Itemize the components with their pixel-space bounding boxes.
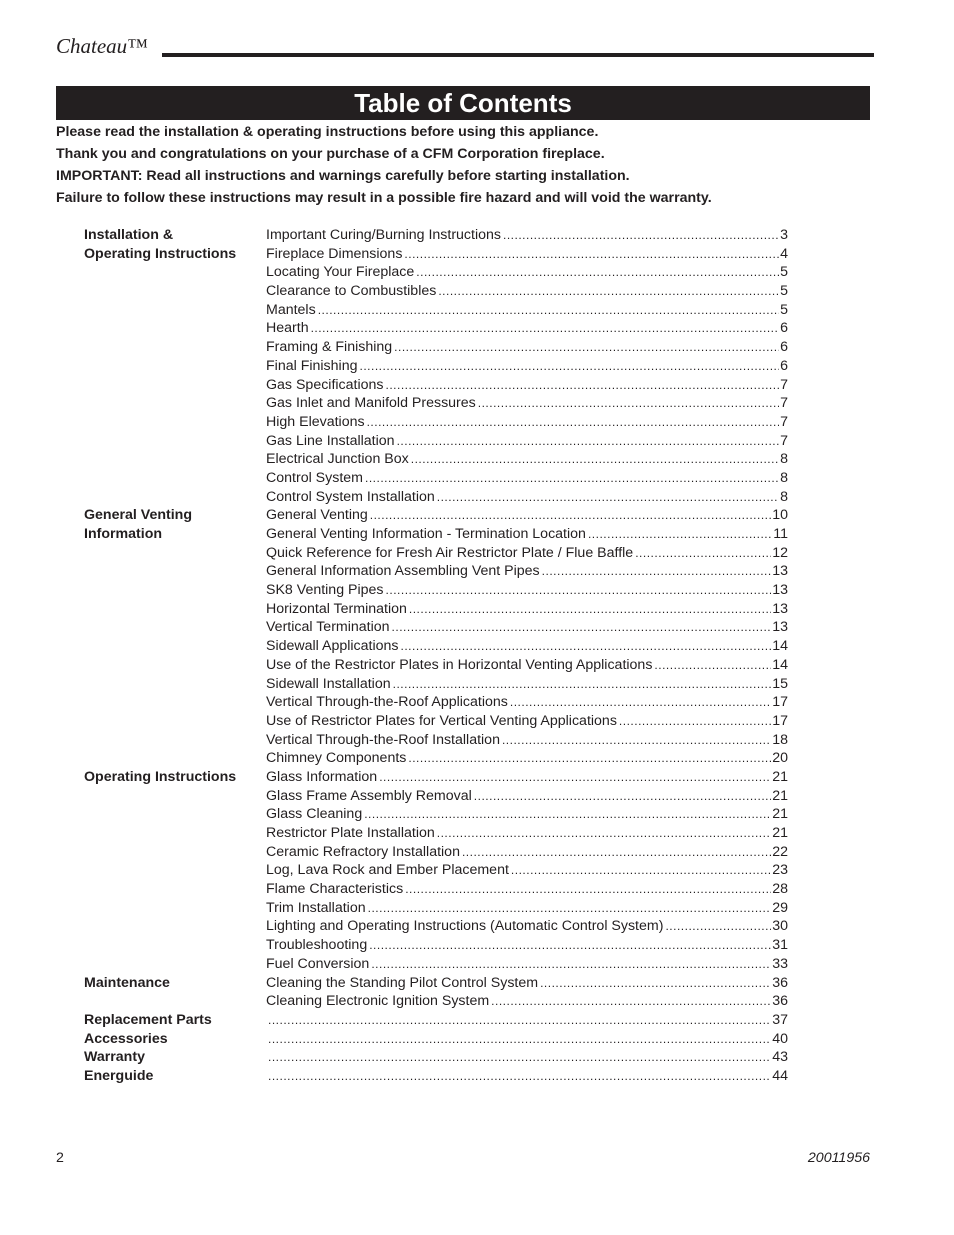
dot-leader <box>404 245 779 264</box>
toc-entry-title: Sidewall Applications <box>266 638 399 655</box>
toc-page-number: 3 <box>780 227 788 243</box>
dot-leader <box>478 394 779 413</box>
toc-page-number: 30 <box>772 918 788 935</box>
dot-leader <box>311 319 780 338</box>
toc-entry-title: Glass Cleaning <box>266 806 363 823</box>
toc-entry-link[interactable] <box>266 618 788 637</box>
toc-entry-link[interactable] <box>266 656 788 675</box>
dot-leader <box>386 581 772 600</box>
toc-entry-title: General Venting Information - Termination Location <box>266 526 586 542</box>
toc-page-number: 4 <box>780 245 788 262</box>
toc-row <box>84 469 788 488</box>
toc-entry-title: Flame Characteristics <box>266 881 404 898</box>
toc-page-number: 6 <box>780 357 788 374</box>
toc-page-number: 13 <box>772 619 788 636</box>
toc-page-number: 40 <box>772 1030 788 1047</box>
toc-row <box>84 1011 788 1030</box>
toc-page-number: 31 <box>772 937 788 954</box>
toc-section-label: Installation & <box>84 227 174 243</box>
toc-entry-title: Vertical Through-the-Roof Installation <box>266 731 500 748</box>
dot-leader <box>635 544 771 563</box>
toc-entry-link[interactable] <box>266 525 788 544</box>
toc-entry-title: Control System Installation <box>266 488 435 505</box>
toc-row <box>84 974 788 993</box>
toc-entry-title: Fireplace Dimensions <box>266 245 403 262</box>
dot-leader <box>268 1048 771 1067</box>
toc-entry-title: Use of the Restrictor Plates in Horizontal Venting Applications <box>266 656 653 673</box>
intro-line: Please read the installation & operating instructions before using this appliance. <box>56 124 599 140</box>
toc-row <box>84 880 788 899</box>
toc-row <box>84 675 788 694</box>
toc-section-label: Maintenance <box>84 974 170 991</box>
toc-entry-title: Gas Inlet and Manifold Pressures <box>266 395 476 412</box>
dot-leader <box>462 843 771 862</box>
toc-entry-title: SK8 Venting Pipes <box>266 582 384 599</box>
toc-page-number: 7 <box>780 432 788 449</box>
toc-entry-link[interactable] <box>266 731 788 750</box>
dot-leader <box>619 712 771 731</box>
toc-row <box>84 301 788 320</box>
dot-leader <box>365 469 779 488</box>
toc-page-number: 29 <box>772 899 788 916</box>
toc-page-number: 36 <box>772 993 788 1010</box>
toc-entry-title: Ceramic Refractory Installation <box>266 843 460 860</box>
dot-leader <box>394 338 779 357</box>
toc-row <box>84 843 788 862</box>
header-rule <box>162 53 874 57</box>
toc-entry-link[interactable] <box>266 488 788 507</box>
toc-row <box>84 394 788 413</box>
intro-line: IMPORTANT: Read all instructions and warnings carefully before starting installation. <box>56 168 630 184</box>
toc-row <box>84 506 788 525</box>
page-number: 2 <box>56 1150 64 1166</box>
dot-leader <box>359 357 779 376</box>
toc-page-number: 13 <box>772 582 788 599</box>
toc-row <box>84 992 788 1011</box>
toc-entry-title: Trim Installation <box>266 899 366 916</box>
table-of-contents <box>84 226 788 1086</box>
dot-leader <box>408 749 771 768</box>
toc-row <box>84 581 788 600</box>
toc-row <box>84 263 788 282</box>
toc-page-number: 22 <box>772 843 788 860</box>
page-header <box>56 34 874 64</box>
toc-entry-title: Gas Line Installation <box>266 432 395 449</box>
toc-entry-link[interactable] <box>266 338 788 357</box>
toc-row <box>84 525 788 544</box>
toc-entry-link[interactable] <box>266 880 788 899</box>
toc-page-number: 10 <box>772 507 788 524</box>
toc-page-number: 21 <box>772 825 788 841</box>
toc-page-number: 6 <box>780 320 788 337</box>
toc-row <box>84 1067 788 1086</box>
toc-entry-link[interactable] <box>266 600 788 619</box>
toc-entry-title: Troubleshooting <box>266 937 368 954</box>
toc-entry-link[interactable] <box>266 768 788 787</box>
toc-page-number: 28 <box>772 881 788 898</box>
dot-leader <box>411 450 779 469</box>
toc-row <box>84 450 788 469</box>
toc-page-number: 33 <box>772 955 788 972</box>
toc-page-number: 15 <box>772 675 788 692</box>
title-bar <box>56 86 870 120</box>
toc-entry-title: Locating Your Fireplace <box>266 264 415 281</box>
dot-leader <box>318 301 779 320</box>
toc-entry-link[interactable] <box>266 843 788 862</box>
toc-entry-title: Gas Specifications <box>266 376 384 393</box>
toc-entry-link[interactable] <box>266 581 788 600</box>
toc-row <box>84 413 788 432</box>
dot-leader <box>364 805 771 824</box>
toc-entry-link[interactable] <box>266 749 788 768</box>
toc-section-label: Warranty <box>84 1049 145 1066</box>
dot-leader <box>379 768 771 787</box>
toc-row <box>84 432 788 451</box>
toc-row <box>84 544 788 563</box>
toc-entry-link[interactable] <box>266 282 788 301</box>
toc-page-number: 37 <box>772 1011 788 1028</box>
toc-entry-title: Clearance to Combustibles <box>266 283 437 300</box>
toc-page-number: 44 <box>772 1067 788 1084</box>
toc-entry-link[interactable] <box>266 357 788 376</box>
toc-entry-title: Use of Restrictor Plates for Vertical Venting Applications <box>266 712 617 729</box>
toc-section-label: Accessories <box>84 1030 168 1047</box>
toc-row <box>84 282 788 301</box>
dot-leader <box>416 263 779 282</box>
toc-row <box>84 245 788 264</box>
dot-leader <box>542 562 772 581</box>
toc-entry-link[interactable] <box>266 544 788 563</box>
dot-leader <box>588 525 772 544</box>
toc-page-number: 14 <box>772 638 788 655</box>
dot-leader <box>370 506 771 525</box>
toc-entry-title: Fuel Conversion <box>266 955 370 972</box>
toc-row <box>84 376 788 395</box>
toc-entry-title: Horizontal Termination <box>266 600 407 617</box>
toc-row <box>84 712 788 731</box>
toc-page-number: 11 <box>773 526 788 542</box>
intro-line: Thank you and congratulations on your purchase of a CFM Corporation fireplace. <box>56 146 605 162</box>
toc-section-label: Energuide <box>84 1067 154 1084</box>
dot-leader <box>369 936 771 955</box>
toc-row <box>84 824 788 843</box>
toc-page-number: 43 <box>772 1049 788 1066</box>
toc-page-number: 12 <box>772 544 788 561</box>
toc-row <box>84 787 788 806</box>
dot-leader <box>503 226 779 245</box>
toc-row <box>84 319 788 338</box>
toc-row <box>84 226 788 245</box>
toc-entry-link[interactable] <box>266 693 788 712</box>
toc-entry-link[interactable] <box>266 450 788 469</box>
toc-entry-link[interactable] <box>266 955 788 974</box>
toc-entry-link[interactable] <box>266 301 788 320</box>
dot-leader <box>540 974 771 993</box>
toc-entry-link[interactable] <box>266 1011 788 1030</box>
toc-page-number: 5 <box>780 264 788 281</box>
toc-page-number: 5 <box>780 283 788 300</box>
toc-entry-link[interactable] <box>266 824 788 843</box>
dot-leader <box>654 656 771 675</box>
toc-entry-title: Log, Lava Rock and Ember Placement <box>266 862 509 879</box>
toc-page-number: 8 <box>780 488 788 505</box>
toc-page-number: 13 <box>772 600 788 617</box>
toc-entry-title: Glass Information <box>266 768 378 785</box>
toc-row <box>84 917 788 936</box>
toc-entry-link[interactable] <box>266 787 788 806</box>
toc-entry-title: Hearth <box>266 320 309 337</box>
toc-page-number: 7 <box>780 395 788 412</box>
toc-entry-link[interactable] <box>266 1048 788 1067</box>
dot-leader <box>474 787 771 806</box>
toc-entry-title: Sidewall Installation <box>266 675 391 692</box>
toc-row <box>84 693 788 712</box>
dot-leader <box>438 282 779 301</box>
toc-page-number: 5 <box>780 301 788 318</box>
toc-page-number: 7 <box>780 413 788 430</box>
toc-entry-link[interactable] <box>266 562 788 581</box>
toc-row <box>84 656 788 675</box>
toc-entry-title: Chimney Components <box>266 750 407 767</box>
toc-row <box>84 861 788 880</box>
toc-row <box>84 562 788 581</box>
toc-section-label: General Venting <box>84 507 193 524</box>
toc-entry-link[interactable] <box>266 469 788 488</box>
toc-entry-link[interactable] <box>266 1067 788 1086</box>
dot-leader <box>437 488 779 507</box>
toc-entry-link[interactable] <box>266 992 788 1011</box>
toc-page-number: 21 <box>772 787 788 804</box>
toc-row <box>84 749 788 768</box>
brand-name: Chateau™ <box>56 34 148 58</box>
dot-leader <box>437 824 771 843</box>
dot-leader <box>386 376 780 395</box>
toc-page-number: 7 <box>780 376 788 393</box>
toc-entry-title: General Information Assembling Vent Pipes <box>266 563 540 580</box>
toc-row <box>84 936 788 955</box>
toc-entry-title: Cleaning the Standing Pilot Control System <box>266 974 539 991</box>
dot-leader <box>665 917 771 936</box>
toc-entry-title: Glass Frame Assembly Removal <box>266 787 472 804</box>
toc-entry-link[interactable] <box>266 712 788 731</box>
dot-leader <box>409 600 771 619</box>
dot-leader <box>268 1030 771 1049</box>
toc-entry-title: Lighting and Operating Instructions (Automatic Control System) <box>266 918 664 935</box>
toc-entry-title: Vertical Through-the-Roof Applications <box>266 694 508 711</box>
toc-page-number: 17 <box>772 712 788 729</box>
toc-entry-link[interactable] <box>266 974 788 993</box>
toc-entry-title: Final Finishing <box>266 357 358 374</box>
toc-row <box>84 488 788 507</box>
toc-entry-link[interactable] <box>266 917 788 936</box>
toc-entry-link[interactable] <box>266 899 788 918</box>
toc-page-number: 13 <box>772 563 788 580</box>
dot-leader <box>511 861 771 880</box>
toc-entry-link[interactable] <box>266 394 788 413</box>
toc-row <box>84 805 788 824</box>
dot-leader <box>393 675 772 694</box>
dot-leader <box>368 899 772 918</box>
dot-leader <box>491 992 771 1011</box>
toc-page-number: 20 <box>772 750 788 767</box>
toc-entry-title: Mantels <box>266 301 316 318</box>
dot-leader <box>268 1067 771 1086</box>
toc-entry-title: Control System <box>266 469 363 486</box>
toc-entry-title: Quick Reference for Fresh Air Restrictor Plate / Flue Baffle <box>266 544 634 561</box>
toc-entry-link[interactable] <box>266 263 788 282</box>
toc-entry-link[interactable] <box>266 1030 788 1049</box>
toc-entry-link[interactable] <box>266 245 788 264</box>
toc-entry-link[interactable] <box>266 432 788 451</box>
dot-leader <box>371 955 771 974</box>
document-number: 20011956 <box>807 1150 870 1166</box>
toc-row <box>84 357 788 376</box>
toc-entry-title: Vertical Termination <box>266 619 390 636</box>
toc-entry-link[interactable] <box>266 319 788 338</box>
toc-page-number: 8 <box>780 469 788 486</box>
toc-row <box>84 618 788 637</box>
toc-entry-link[interactable] <box>266 675 788 694</box>
toc-page-number: 36 <box>772 974 788 991</box>
toc-section-label: Replacement Parts <box>84 1011 212 1028</box>
toc-row <box>84 637 788 656</box>
toc-row <box>84 600 788 619</box>
toc-entry-link[interactable] <box>266 637 788 656</box>
toc-section-label: Operating Instructions <box>84 245 237 262</box>
dot-leader <box>367 413 780 432</box>
dot-leader <box>502 731 771 750</box>
toc-row <box>84 1030 788 1049</box>
toc-section-label: Operating Instructions <box>84 768 237 785</box>
page-title: Table of Contents <box>354 88 572 118</box>
toc-entry-link[interactable] <box>266 376 788 395</box>
toc-page-number: 18 <box>772 731 788 748</box>
toc-page-number: 21 <box>772 768 788 785</box>
toc-entry-title: Restrictor Plate Installation <box>266 825 435 841</box>
toc-entry-title: High Elevations <box>266 413 365 430</box>
toc-page-number: 23 <box>772 862 788 879</box>
toc-row <box>84 768 788 787</box>
toc-page-number: 8 <box>780 451 788 468</box>
toc-entry-link[interactable] <box>266 413 788 432</box>
toc-page-number: 17 <box>772 694 788 711</box>
dot-leader <box>397 432 780 451</box>
toc-entry-title: Important Curing/Burning Instructions <box>266 227 501 243</box>
intro-notice <box>56 121 886 209</box>
dot-leader <box>405 880 771 899</box>
toc-page-number: 14 <box>772 656 788 673</box>
dot-leader <box>510 693 771 712</box>
toc-entry-link[interactable] <box>266 805 788 824</box>
toc-entry-title: Cleaning Electronic Ignition System <box>266 993 490 1010</box>
dot-leader <box>392 618 772 637</box>
toc-entry-link[interactable] <box>266 936 788 955</box>
toc-row <box>84 338 788 357</box>
dot-leader <box>268 1011 771 1030</box>
dot-leader <box>401 637 772 656</box>
toc-entry-title: Electrical Junction Box <box>266 451 409 468</box>
toc-entry-link[interactable] <box>266 506 788 525</box>
toc-section-label: Information <box>84 526 163 542</box>
toc-row <box>84 955 788 974</box>
toc-row <box>84 731 788 750</box>
toc-row <box>84 1048 788 1067</box>
toc-page-number: 6 <box>780 339 788 356</box>
toc-entry-title: General Venting <box>266 507 368 524</box>
toc-entry-link[interactable] <box>266 226 788 245</box>
toc-entry-title: Framing & Finishing <box>266 339 393 356</box>
toc-row <box>84 899 788 918</box>
toc-page-number: 21 <box>772 806 788 823</box>
toc-entry-link[interactable] <box>266 861 788 880</box>
intro-line: Failure to follow these instructions may result in a possible fire hazard and will void the warranty. <box>56 190 712 206</box>
